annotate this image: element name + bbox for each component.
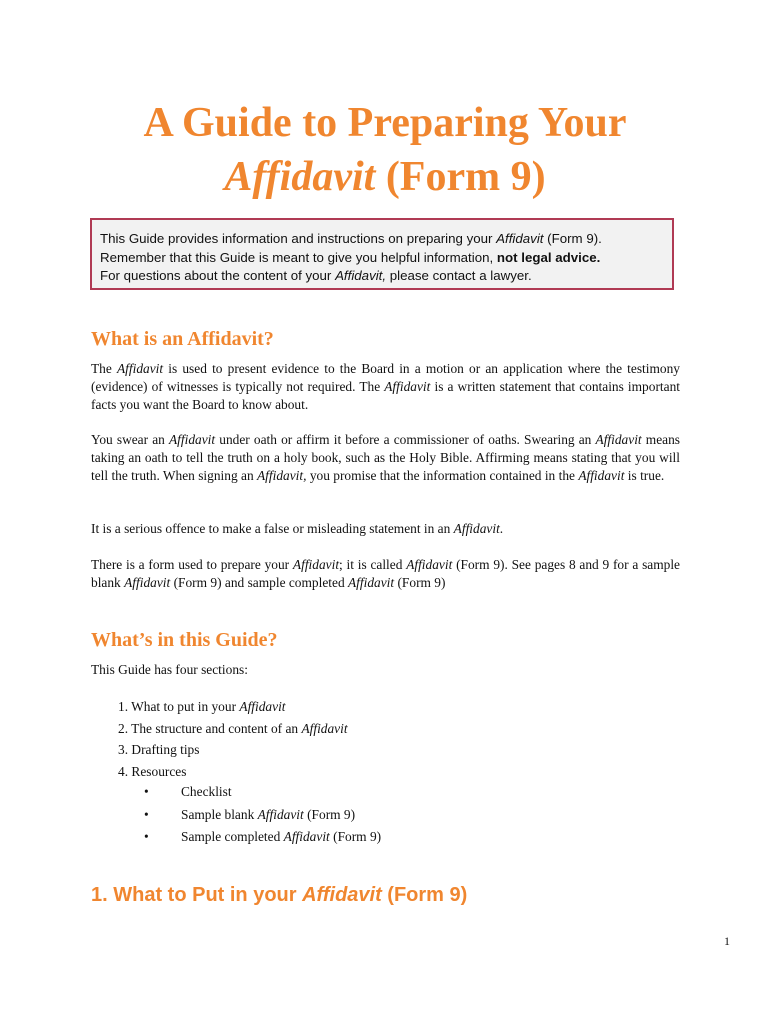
list-item: 4. Resources — [118, 763, 187, 779]
page-number: 1 — [724, 934, 730, 948]
list-item: • Checklist — [144, 781, 381, 804]
paragraph-4: There is a form used to prepare your Affidavit; it is called Affidavit (Form 9). See pages 8 and 9 for a sample blank Affidavit (Form 9) and sample completed Affidavit (Form 9) — [91, 557, 680, 590]
title-italic: Affidavit — [224, 154, 376, 200]
heading-what-is: What is an Affidavit? — [91, 328, 274, 350]
list-item: • Sample completed Affidavit (Form 9) — [144, 826, 381, 849]
list-item: 2. The structure and content of an Affidavit — [118, 720, 348, 736]
bullet-icon: • — [144, 784, 149, 799]
notice-line-1: This Guide provides information and instructions on preparing your Affidavit (Form 9). — [100, 231, 602, 246]
paragraph-3: It is a serious offence to make a false or misleading statement in an Affidavit. — [91, 521, 504, 536]
bullet-icon: • — [144, 806, 149, 822]
heading-section-1: 1. What to Put in your Affidavit (Form 9) — [91, 884, 468, 906]
title-line-2 — [0, 150, 770, 204]
list-item: • Sample blank Affidavit (Form 9) — [144, 804, 381, 827]
list-item: 1. What to put in your Affidavit — [118, 699, 286, 714]
notice-line-3: For questions about the content of your Affidavit, please contact a lawyer. — [100, 268, 532, 283]
paragraph-2: You swear an Affidavit under oath or affirm it before a commissioner of oaths. Swearing an Affidavit means taking an oath to tell the truth on a holy book, such as the Holy Bible. Affirming means stating that you will tell the truth. When signing an Affidavit, you promise that the information contained in the Affidavit is true. — [91, 432, 680, 483]
paragraph-1: The Affidavit is used to present evidence to the Board in a motion or an application where the testimony (evidence) of witnesses is typically not required. The Affidavit is a written statement that contains important facts you want the Board to know about. — [91, 361, 680, 412]
title-rest: (Form 9) — [375, 154, 546, 200]
title-line-1: A Guide to Preparing Your — [143, 100, 627, 146]
notice-line-2: Remember that this Guide is meant to give you helpful information, not legal advice. — [100, 249, 601, 265]
guide-intro: This Guide has four sections: — [91, 662, 248, 677]
document-title — [0, 96, 770, 204]
notice-box — [90, 218, 674, 290]
section-list — [118, 696, 348, 782]
list-item: 3. Drafting tips — [118, 742, 200, 757]
resources-list — [144, 781, 381, 849]
heading-whats-in-guide: What’s in this Guide? — [91, 629, 278, 651]
bullet-icon: • — [144, 829, 149, 844]
